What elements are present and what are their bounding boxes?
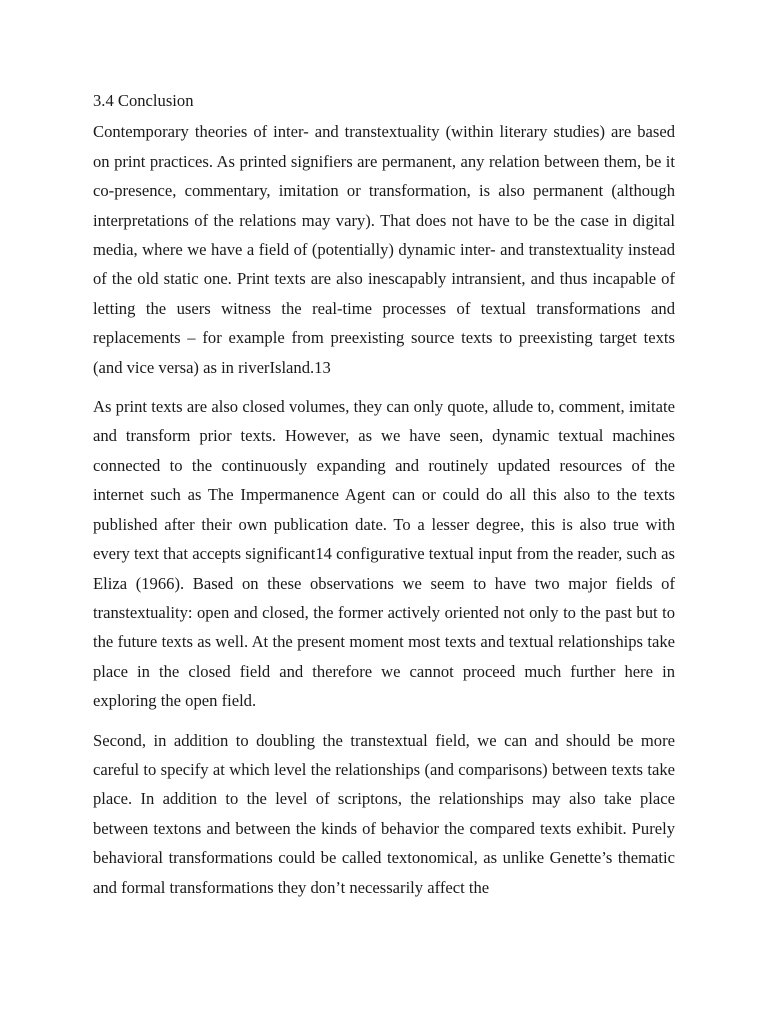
document-page bbox=[93, 86, 675, 912]
paragraph-1: Contemporary theories of inter- and transtextuality (within literary studies) are based on print practices. As printed signifiers are permanent, any relation between them, be it co-presence, commentary, imitation or transformation, is also permanent (although interpretations of the relations may vary). That does not have to be the case in digital media, where we have a field of (potentially) dynamic inter- and transtextuality instead of the old static one. Print texts are also inescapably intransient, and thus incapable of letting the users witness the real-time processes of textual transformations and replacements – for example from preexisting source texts to preexisting target texts (and vice versa) as in riverIsland.13 bbox=[93, 122, 675, 377]
section-heading: 3.4 Conclusion bbox=[93, 91, 194, 110]
paragraph-3: Second, in addition to doubling the transtextual field, we can and should be more careful to specify at which level the relationships (and comparisons) between texts take place. In addition to the level of scriptons, the relationships may also take place between textons and between the kinds of behavior the compared texts exhibit. Purely behavioral transformations could be called textonomical, as unlike Genette’s thematic and formal transformations they don’t necessarily affect the bbox=[93, 730, 675, 897]
paragraph-2: As print texts are also closed volumes, they can only quote, allude to, comment, imitate and transform prior texts. However, as we have seen, dynamic textual machines connected to the continuously expanding and routinely updated resources of the internet such as The Impermanence Agent can or could do all this also to the texts published after their own publication date. To a lesser degree, this is also true with every text that accepts significant14 configurative textual input from the reader, such as Eliza (1966). Based on these observations we seem to have two major fields of transtextuality: open and closed, the former actively oriented not only to the past but to the future texts as well. At the present moment most texts and textual relationships take place in the closed field and therefore we cannot proceed much further here in exploring the open field. bbox=[93, 397, 675, 711]
